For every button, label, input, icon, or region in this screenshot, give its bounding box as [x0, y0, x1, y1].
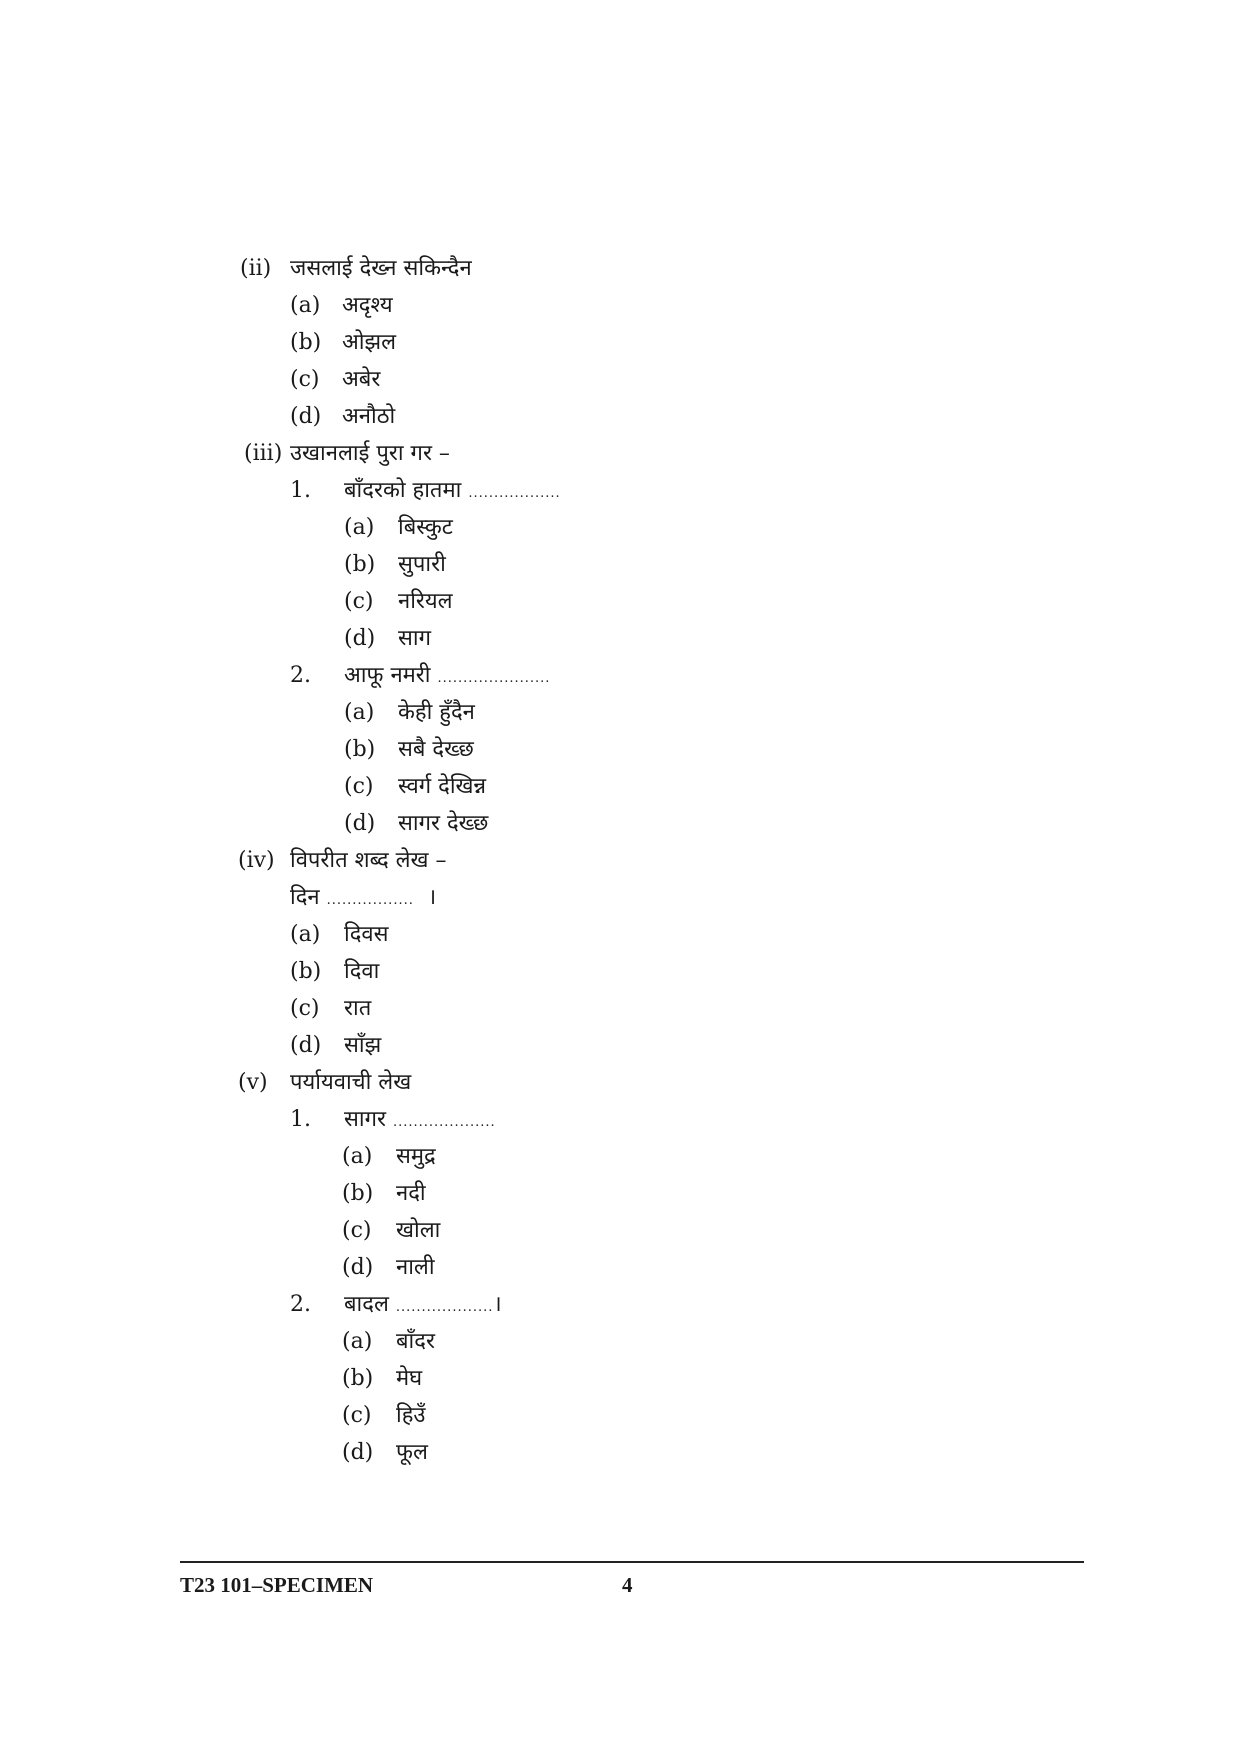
option-text: फूल [396, 1440, 428, 1465]
option-label: (b) [344, 552, 376, 577]
option-label: (d) [344, 811, 376, 836]
option-text: केही हुँदैन [398, 700, 475, 725]
option-text: अदृश्य [342, 293, 393, 318]
page-number: 4 [622, 1573, 633, 1597]
option-label: (b) [342, 1366, 374, 1391]
option-label: (c) [344, 589, 374, 614]
blank-line: ................... [395, 1300, 494, 1315]
option-text: सागर देख्छ [398, 811, 489, 836]
option-text: अबेर [342, 367, 381, 392]
option-label: (a) [342, 1144, 373, 1169]
option-label: (a) [342, 1329, 373, 1354]
option-label: (c) [290, 367, 320, 392]
option-text: अनौठो [342, 404, 396, 429]
question-text: उखानलाई पुरा गर – [290, 441, 450, 466]
option-label: (c) [342, 1403, 372, 1428]
option-text: बिस्कुट [398, 515, 453, 540]
option-label: (d) [344, 626, 376, 651]
option-text: नदी [396, 1181, 426, 1206]
question-text: पर्यायवाची लेख [290, 1070, 412, 1095]
option-label: (d) [342, 1440, 374, 1465]
option-text: दिवस [344, 922, 389, 947]
option-label: (b) [290, 330, 322, 355]
question-number: (ii) [240, 256, 272, 281]
option-label: (d) [290, 404, 322, 429]
option-text: सुपारी [398, 552, 446, 577]
option-label: (d) [342, 1255, 374, 1280]
option-text: नाली [396, 1255, 435, 1280]
option-text: साँझ [344, 1033, 382, 1058]
option-label: (d) [290, 1033, 322, 1058]
option-label: (b) [290, 959, 322, 984]
option-text: दिवा [344, 959, 380, 984]
sub-item-text: बाँदरको हातमा .................. [344, 478, 561, 503]
option-text: ओझल [342, 330, 397, 355]
option-label: (c) [342, 1218, 372, 1243]
question-number: (v) [238, 1070, 268, 1095]
option-text: साग [398, 626, 431, 651]
sub-item-number: 1. [290, 478, 311, 503]
question-number: (iii) [244, 441, 283, 466]
option-label: (a) [290, 922, 321, 947]
option-label: (a) [344, 700, 375, 725]
sub-item-number: 1. [290, 1107, 311, 1132]
end-mark: । [427, 885, 437, 910]
sub-item-text: बादल ...................। [344, 1292, 502, 1317]
option-label: (a) [290, 293, 321, 318]
blank-line: ...................... [437, 671, 551, 686]
option-text: बाँदर [396, 1329, 435, 1354]
question-number: (iv) [238, 848, 275, 873]
option-text: खोला [396, 1218, 441, 1243]
option-text: नरियल [398, 589, 453, 614]
stem-word: दिन [290, 885, 320, 910]
option-text: रात [344, 996, 372, 1021]
option-label: (b) [344, 737, 376, 762]
end-mark: । [493, 1292, 502, 1317]
option-label: (a) [344, 515, 375, 540]
option-label: (b) [342, 1181, 374, 1206]
sub-item-text: आफू नमरी ...................... [344, 663, 551, 688]
option-label: (c) [290, 996, 320, 1021]
option-text: हिउँ [396, 1403, 426, 1428]
sub-item-number: 2. [290, 1292, 311, 1317]
blank-line: .................. [468, 486, 561, 501]
option-text: स्वर्ग देखिन्न [398, 774, 487, 799]
question-text: विपरीत शब्द लेख – [290, 848, 447, 873]
option-text: मेघ [396, 1366, 423, 1391]
option-text: सबै देख्छ [398, 737, 474, 762]
sub-item-number: 2. [290, 663, 311, 688]
paper-code: T23 101–SPECIMEN [180, 1573, 374, 1597]
sub-item-text: सागर .................... [344, 1107, 496, 1132]
option-label: (c) [344, 774, 374, 799]
question-text: जसलाई देख्न सकिन्दैन [290, 256, 472, 281]
footer-divider [180, 1561, 1084, 1563]
blank-line: .................... [392, 1115, 496, 1130]
option-text: समुद्र [396, 1144, 436, 1169]
blank-line: ................. [326, 893, 414, 908]
